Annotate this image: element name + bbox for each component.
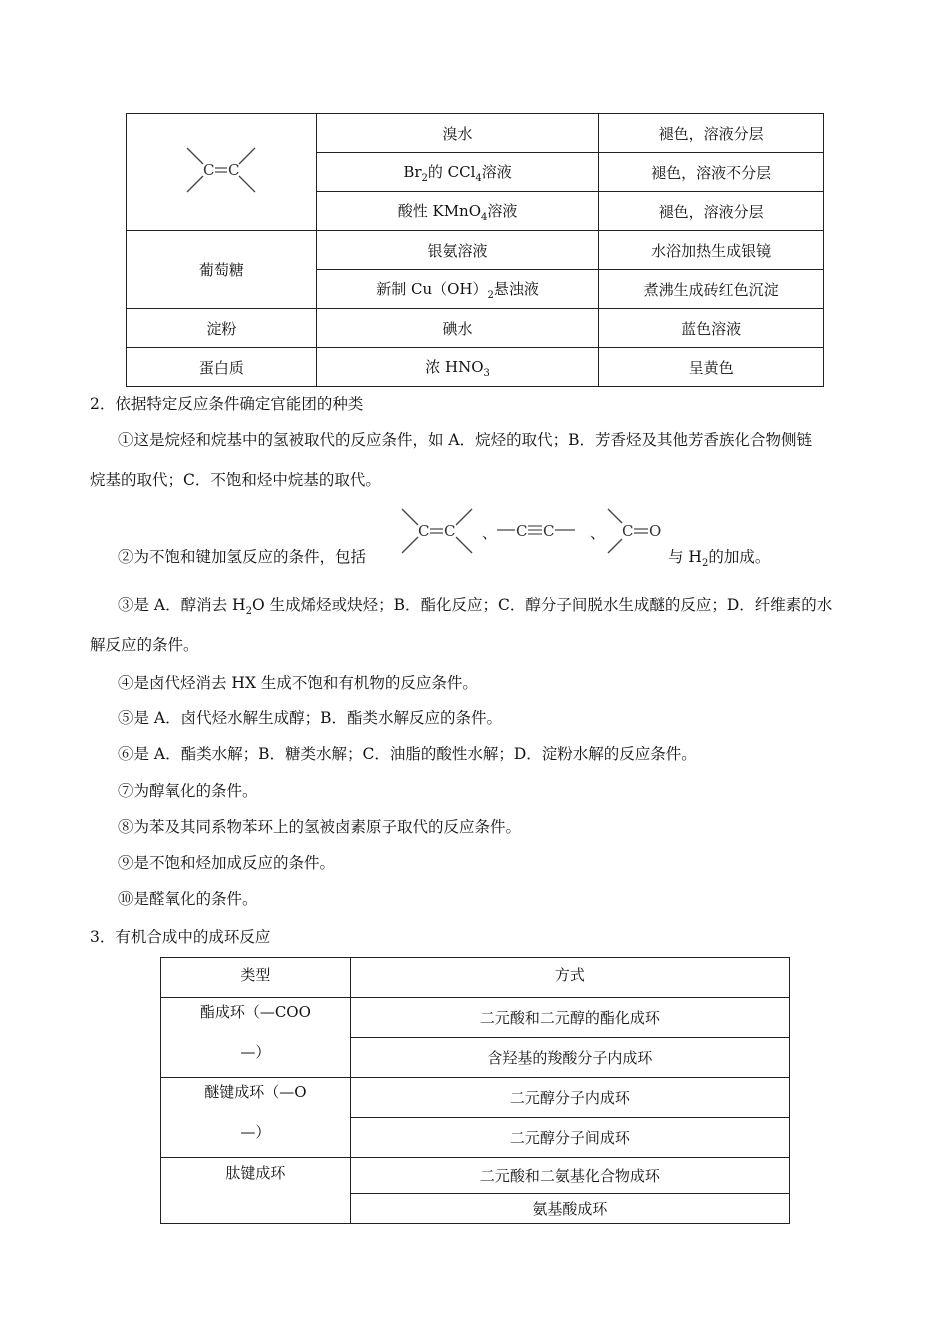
- alkene-structure-icon: [181, 140, 261, 200]
- svg-text:C: C: [543, 522, 555, 540]
- reagent-text: 溶液: [487, 201, 518, 220]
- text: 与 H: [668, 548, 702, 566]
- paragraph-5: ⑤是 A．卤代烃水解生成醇；B．酯类水解反应的条件。: [118, 709, 503, 727]
- paragraph-2-tail: [668, 545, 770, 569]
- type-label: —）: [240, 1123, 271, 1141]
- svg-text:C: C: [418, 522, 430, 540]
- reagent-text: 酸性 KMnO: [397, 201, 482, 220]
- reagent-cell: [316, 270, 599, 309]
- paragraph-1a: ①这是烷烃和烷基中的氢被取代的反应条件，如 A．烷烃的取代；B．芳香烃及其他芳香族化合物侧链: [118, 431, 813, 449]
- alkene-structure-icon-2: [398, 503, 478, 559]
- svg-text:C: C: [228, 161, 240, 179]
- separator: 、: [590, 524, 606, 542]
- subscript: 2: [701, 558, 709, 570]
- method-cell: 二元酸和二元醇的酯化成环: [350, 998, 789, 1038]
- subscript: 4: [481, 211, 488, 223]
- reagent-text: Br: [403, 162, 422, 181]
- method-cell: 二元醇分子间成环: [350, 1118, 789, 1158]
- paragraph-2: ②为不饱和键加氢反应的条件，包括: [118, 548, 367, 566]
- svg-text:O: O: [649, 522, 662, 540]
- type-label: 醚键成环（—O: [204, 1083, 307, 1101]
- type-label: 酯成环（—COO: [199, 1003, 311, 1021]
- result-cell: 褪色，溶液不分层: [599, 153, 824, 192]
- paragraph-8: ⑧为苯及其同系物苯环上的氢被卤素原子取代的反应条件。: [118, 818, 522, 836]
- paragraph-3a: [118, 593, 832, 617]
- reagent-text: 溶液: [481, 162, 512, 181]
- result-cell: 褪色，溶液分层: [599, 192, 824, 231]
- alkene-structure-cell: [127, 114, 317, 231]
- paragraph-1b: 烷基的取代；C．不饱和烃中烷基的取代。: [90, 471, 381, 489]
- paragraph-9: ⑨是不饱和烃加成反应的条件。: [118, 854, 336, 872]
- result-cell: 水浴加热生成银镜: [599, 231, 824, 270]
- subscript: 2: [245, 606, 252, 618]
- carbonyl-structure-icon: [604, 503, 666, 559]
- result-cell: 呈黄色: [599, 348, 824, 387]
- type-label: —）: [240, 1043, 271, 1061]
- ring-formation-table: [160, 957, 790, 1224]
- reagent-cell: 溴水: [316, 114, 599, 153]
- svg-text:C: C: [444, 522, 456, 540]
- header-type: 类型: [161, 958, 351, 998]
- header-method: 方式: [350, 958, 789, 998]
- separator: 、: [482, 524, 498, 542]
- section-2-heading: 2．依据特定反应条件确定官能团的种类: [90, 395, 364, 413]
- alkyne-structure-icon: [495, 516, 585, 546]
- result-cell: 褪色，溶液分层: [599, 114, 824, 153]
- type-cell-ether: [161, 1078, 351, 1158]
- paragraph-6: ⑥是 A．酯类水解；B．糖类水解；C．油脂的酸性水解；D．淀粉水解的反应条件。: [118, 745, 697, 763]
- method-cell: 氨基酸成环: [350, 1194, 789, 1224]
- reagent-cell: 银氨溶液: [316, 231, 599, 270]
- reagent-text: 的 CCl: [427, 162, 476, 181]
- type-cell-ester: [161, 998, 351, 1078]
- subscript: 4: [475, 172, 482, 184]
- text: ③是 A．醇消去 H: [118, 596, 246, 614]
- subscript: 2: [421, 172, 428, 184]
- group-cell: 蛋白质: [127, 348, 317, 387]
- paragraph-7: ⑦为醇氧化的条件。: [118, 782, 258, 800]
- section-3-heading: 3．有机合成中的成环反应: [90, 928, 271, 946]
- group-cell: 葡萄糖: [127, 231, 317, 309]
- svg-text:C: C: [622, 522, 634, 540]
- svg-text:C: C: [203, 161, 215, 179]
- subscript: 2: [487, 289, 494, 301]
- paragraph-3b: 解反应的条件。: [90, 636, 199, 654]
- reagent-table: [126, 113, 824, 387]
- type-cell-peptide: 肽键成环: [161, 1158, 351, 1224]
- reagent-cell: 碘水: [316, 309, 599, 348]
- reagent-text: 新制 Cu（OH）: [376, 279, 488, 298]
- svg-text:C: C: [516, 522, 528, 540]
- reagent-cell: [316, 192, 599, 231]
- method-cell: 二元醇分子内成环: [350, 1078, 789, 1118]
- text: 的加成。: [708, 548, 771, 566]
- method-cell: 二元酸和二氨基化合物成环: [350, 1158, 789, 1194]
- subscript: 3: [483, 367, 490, 379]
- method-cell: 含羟基的羧酸分子内成环: [350, 1038, 789, 1078]
- reagent-cell: [316, 348, 599, 387]
- result-cell: 蓝色溶液: [599, 309, 824, 348]
- reagent-cell: [316, 153, 599, 192]
- paragraph-4: ④是卤代烃消去 HX 生成不饱和有机物的反应条件。: [118, 674, 478, 692]
- group-cell: 淀粉: [127, 309, 317, 348]
- text: O 生成烯烃或炔烃；B．酯化反应；C．醇分子间脱水生成醚的反应；D．纤维素的水: [251, 596, 833, 614]
- reagent-text: 浓 HNO: [425, 357, 484, 376]
- reagent-text: 悬浊液: [493, 279, 539, 298]
- result-cell: 煮沸生成砖红色沉淀: [599, 270, 824, 309]
- paragraph-10: ⑩是醛氧化的条件。: [118, 890, 258, 908]
